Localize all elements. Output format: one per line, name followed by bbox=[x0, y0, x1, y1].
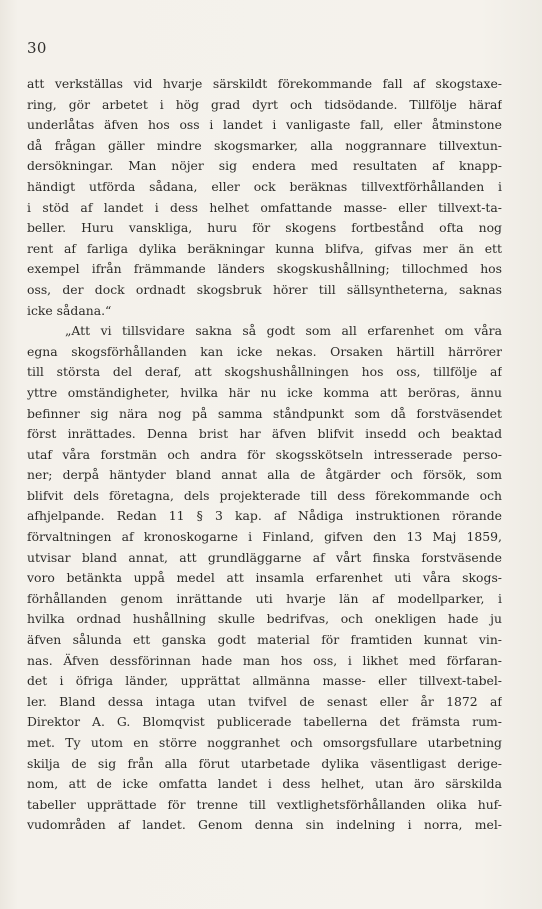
text-line: först inrättades. Denna brist har äfven blifvit insedd och beaktad bbox=[27, 426, 502, 442]
text-line: skilja de sig från alla förut utarbetade dylika väsentligast derige- bbox=[27, 755, 502, 771]
text-line: ring, gör arbetet i hög grad dyrt och tidsödande. Tillfölje häraf bbox=[27, 96, 502, 112]
text-line: Direktor A. G. Blomqvist publicerade tabellerna det främsta rum- bbox=[27, 714, 502, 730]
text-line: voro betänkta uppå medel att insamla erfarenhet uti våra skogs- bbox=[27, 570, 502, 586]
text-line: tabeller upprättade för trenne till vextlighetsförhållanden olika huf- bbox=[27, 796, 502, 812]
text-line: då frågan gäller mindre skogsmarker, alla noggrannare tillvextun- bbox=[27, 137, 502, 153]
text-line: nom, att de icke omfatta landet i dess helhet, utan äro särskilda bbox=[27, 776, 502, 792]
text-line: underlåtas äfven hos oss i landet i vanligaste fall, eller åtminstone bbox=[27, 117, 502, 133]
text-line: ler. Bland dessa intaga utan tvifvel de senast eller år 1872 af bbox=[27, 693, 502, 709]
text-line: händigt utförda sådana, eller ock beräknas tillvextförhållanden i bbox=[27, 178, 502, 194]
text-line: att verkställas vid hvarje särskildt förekommande fall af skogstaxe- bbox=[27, 76, 502, 91]
text-line: utvisar bland annat, att grundläggarne af vårt finska forstväsende bbox=[27, 549, 502, 565]
text-line: nas. Äfven dessförinnan hade man hos oss, i likhet med förfaran- bbox=[27, 652, 502, 668]
text-line: vudområden af landet. Genom denna sin indelning i norra, mel- bbox=[27, 817, 502, 833]
text-line: till största del deraf, att skogshushållningen hos oss, tillfölje af bbox=[27, 364, 502, 380]
text-line: met. Ty utom en större noggranhet och omsorgsfullare utarbetning bbox=[27, 735, 502, 750]
page-number: 30 bbox=[27, 39, 47, 57]
text-line: dersökningar. Man nöjer sig endera med resultaten af knapp- bbox=[27, 158, 502, 174]
text-line: det i öfriga länder, upprättat allmänna masse- eller tillvext-tabel- bbox=[27, 673, 502, 689]
text-line: ner; derpå häntyder bland annat alla de åtgärder och försök, som bbox=[27, 467, 502, 483]
text-line: afhjelpande. Redan 11 § 3 kap. af Nådiga instruktionen rörande bbox=[27, 508, 502, 524]
text-line: blifvit dels företagna, dels projekterade till dess förekommande och bbox=[27, 487, 502, 503]
text-line: exempel ifrån främmande länders skogskushållning; tillochmed hos bbox=[27, 261, 502, 277]
text-line: „Att vi tillsvidare sakna så godt som all erfarenhet om våra bbox=[65, 323, 502, 339]
text-line: i stöd af landet i dess helhet omfattande masse- eller tillvext-ta- bbox=[27, 199, 502, 215]
text-line: beller. Huru vanskliga, huru för skogens fortbestånd ofta nog bbox=[27, 220, 502, 236]
body-text bbox=[27, 74, 502, 836]
text-line: yttre omständigheter, hvilka här nu icke komma att beröras, ännu bbox=[27, 384, 502, 400]
text-line: hvilka ordnad hushållning skulle bedrifvas, och onekligen hade ju bbox=[27, 611, 502, 627]
text-line: utaf våra forstmän och andra för skogsskötseln intresserade perso- bbox=[27, 446, 502, 462]
text-line: rent af farliga dylika beräkningar kunna blifva, gifvas mer än ett bbox=[27, 240, 502, 256]
text-line: icke sådana.“ bbox=[27, 302, 112, 318]
text-line: förvaltningen af kronoskogarne i Finland, gifven den 13 Maj 1859, bbox=[27, 529, 502, 545]
text-line: förhållanden genom inrättande uti hvarje län af modellparker, i bbox=[27, 590, 502, 606]
text-line: egna skogsförhållanden kan icke nekas. Orsaken härtill härrörer bbox=[27, 343, 502, 359]
text-line: befinner sig nära nog på samma ståndpunkt som då forstväsendet bbox=[27, 405, 502, 421]
text-line: oss, der dock ordnadt skogsbruk hörer till sällsyntheterna, saknas bbox=[27, 281, 502, 297]
text-line: äfven sålunda ett ganska godt material för framtiden kunnat vin- bbox=[27, 632, 502, 648]
